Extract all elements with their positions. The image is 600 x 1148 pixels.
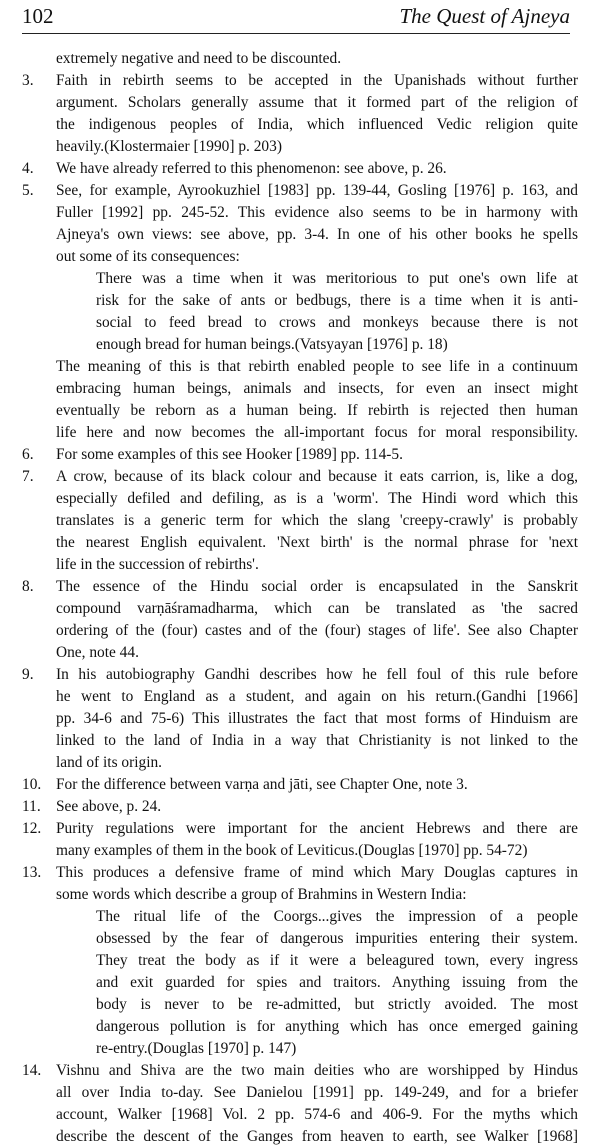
note-number: 5.	[22, 182, 34, 199]
note-number: 3.	[22, 72, 34, 89]
note-line	[22, 928, 578, 950]
note-text: ordering of the (four) castes and of the (four) stages of life'. See also Chapter	[56, 622, 578, 639]
note-line	[22, 774, 578, 796]
note-number: 8.	[22, 578, 34, 595]
note-line	[22, 532, 578, 554]
note-text: translates is a generic term for which the slang 'creepy-crawly' is probably	[56, 512, 578, 529]
note-text: many examples of them in the book of Leviticus.(Douglas [1970] pp. 54-72)	[56, 842, 528, 859]
note-text: For some examples of this see Hooker [1989] pp. 114-5.	[56, 446, 403, 463]
note-text: The meaning of this is that rebirth enabled people to see life in a continuum	[56, 358, 578, 375]
note-line	[22, 1060, 578, 1082]
note-line	[22, 422, 578, 444]
note-line	[22, 488, 578, 510]
note-line	[22, 400, 578, 422]
note-text: They treat the body as if it were a beleagured town, every ingress	[96, 952, 578, 969]
note-line	[22, 334, 578, 356]
note-number: 4.	[22, 160, 34, 177]
note-text: extremely negative and need to be discounted.	[56, 50, 342, 67]
note-number: 6.	[22, 446, 34, 463]
note-text: pp. 34-6 and 75-6) This illustrates the fact that most forms of Hinduism are	[56, 710, 578, 727]
note-line	[22, 202, 578, 224]
note-number: 12.	[22, 820, 42, 837]
note-text: Purity regulations were important for the ancient Hebrews and there are	[56, 820, 578, 837]
note-line	[22, 158, 578, 180]
note-text: The essence of the Hindu social order is encapsulated in the Sanskrit	[56, 578, 578, 595]
note-text: One, note 44.	[56, 644, 139, 661]
header-rule	[22, 33, 570, 34]
note-text: For the difference between varṇa and jāti, see Chapter One, note 3.	[56, 776, 468, 793]
note-line	[22, 510, 578, 532]
note-text: The ritual life of the Coorgs...gives the impression of a people	[96, 908, 578, 925]
note-text: and exit guarded for spies and traitors. Anything issuing from the	[96, 974, 578, 991]
note-line	[22, 1126, 578, 1148]
note-text: See above, p. 24.	[56, 798, 162, 815]
note-line	[22, 884, 578, 906]
note-text: some words which describe a group of Brahmins in Western India:	[56, 886, 467, 903]
note-text: dangerous pollution is for anything which has once emerged gaining	[96, 1018, 578, 1035]
note-line	[22, 796, 578, 818]
note-line	[22, 972, 578, 994]
note-line	[22, 664, 578, 686]
note-line	[22, 818, 578, 840]
note-text: linked to the land of India in a way that Christianity is not linked to the	[56, 732, 578, 749]
note-line	[22, 356, 578, 378]
note-text: obsessed by the fear of dangerous impurities entering their system.	[96, 930, 578, 947]
note-line	[22, 1038, 578, 1060]
note-text: social to feed bread to crows and monkeys because there is not	[96, 314, 578, 331]
note-line	[22, 906, 578, 928]
note-line	[22, 70, 578, 92]
note-line	[22, 48, 578, 70]
note-line	[22, 642, 578, 664]
page-number: 102	[22, 4, 54, 28]
note-line	[22, 180, 578, 202]
note-text: Vishnu and Shiva are the two main deities who are worshipped by Hindus	[56, 1062, 578, 1079]
book-title: The Quest of Ajneya	[399, 4, 570, 28]
note-number: 7.	[22, 468, 34, 485]
note-line	[22, 554, 578, 576]
note-text: A crow, because of its black colour and because it eats carrion, is, like a dog,	[56, 468, 578, 485]
note-line	[22, 598, 578, 620]
note-line	[22, 1104, 578, 1126]
note-number: 11.	[22, 798, 41, 815]
note-text: risk for the sake of ants or bedbugs, there is a time when it is anti-	[96, 292, 578, 309]
note-line	[22, 268, 578, 290]
note-line	[22, 1016, 578, 1038]
note-line	[22, 224, 578, 246]
note-number: 13.	[22, 864, 42, 881]
note-text: body is never to be re-admitted, but strictly avoided. The most	[96, 996, 578, 1013]
note-text: eventually be reborn as a human being. If rebirth is rejected then human	[56, 402, 578, 419]
note-line	[22, 1082, 578, 1104]
note-line	[22, 862, 578, 884]
note-text: re-entry.(Douglas [1970] p. 147)	[96, 1040, 297, 1057]
note-text: the indigenous peoples of India, which influenced Vedic religion quite	[56, 116, 578, 133]
note-number: 14.	[22, 1062, 42, 1079]
note-text: embracing human beings, animals and insects, for even an insect might	[56, 380, 578, 397]
note-line	[22, 444, 578, 466]
note-number: 10.	[22, 776, 42, 793]
note-line	[22, 752, 578, 774]
note-number: 9.	[22, 666, 34, 683]
note-line	[22, 114, 578, 136]
note-text: the nearest English equivalent. 'Next birth' is the normal phrase for 'next	[56, 534, 578, 551]
note-text: account, Walker [1968] Vol. 2 pp. 574-6 and 406-9. For the myths which	[56, 1106, 578, 1123]
note-text: Fuller [1992] pp. 245-52. This evidence also seems to be in harmony with	[56, 204, 578, 221]
note-line	[22, 708, 578, 730]
note-text: In his autobiography Gandhi describes how he fell foul of this rule before	[56, 666, 578, 683]
note-line	[22, 466, 578, 488]
note-text: heavily.(Klostermaier [1990] p. 203)	[56, 138, 282, 155]
note-line	[22, 290, 578, 312]
note-line	[22, 92, 578, 114]
note-text: life here and now becomes the all-important focus for moral responsibility.	[56, 424, 578, 441]
note-text: This produces a defensive frame of mind which Mary Douglas captures in	[56, 864, 578, 881]
note-text: compound varṇāśramadharma, which can be translated as 'the sacred	[56, 600, 578, 617]
note-text: all over India to-day. See Danielou [1991] pp. 149-249, and for a briefer	[56, 1084, 578, 1101]
note-line	[22, 378, 578, 400]
note-text: land of its origin.	[56, 754, 163, 771]
note-text: Ajneya's own views: see above, pp. 3-4. In one of his other books he spells	[56, 226, 578, 243]
note-text: he went to England as a student, and again on his return.(Gandhi [1966]	[56, 688, 578, 705]
note-line	[22, 312, 578, 334]
note-text: life in the succession of rebirths'.	[56, 556, 259, 573]
note-line	[22, 686, 578, 708]
note-line	[22, 246, 578, 268]
note-line	[22, 576, 578, 598]
note-line	[22, 620, 578, 642]
note-text: See, for example, Ayrookuzhiel [1983] pp. 139-44, Gosling [1976] p. 163, and	[56, 182, 578, 199]
note-text: There was a time when it was meritorious to put one's own life at	[96, 270, 578, 287]
note-text: Faith in rebirth seems to be accepted in the Upanishads without further	[56, 72, 578, 89]
note-line	[22, 840, 578, 862]
note-text: We have already referred to this phenomenon: see above, p. 26.	[56, 160, 447, 177]
note-text: argument. Scholars generally assume that it formed part of the religion of	[56, 94, 578, 111]
note-line	[22, 994, 578, 1016]
note-text: describe the descent of the Ganges from heaven to earth, see Walker [1968]	[56, 1128, 578, 1145]
note-text: out some of its consequences:	[56, 248, 240, 265]
endnotes-list	[22, 48, 578, 1148]
note-text: especially defiled and defiling, as is a 'worm'. The Hindi word which this	[56, 490, 578, 507]
note-line	[22, 730, 578, 752]
note-line	[22, 136, 578, 158]
note-line	[22, 950, 578, 972]
note-text: enough bread for human beings.(Vatsyayan [1976] p. 18)	[96, 336, 448, 353]
running-head	[22, 4, 570, 32]
